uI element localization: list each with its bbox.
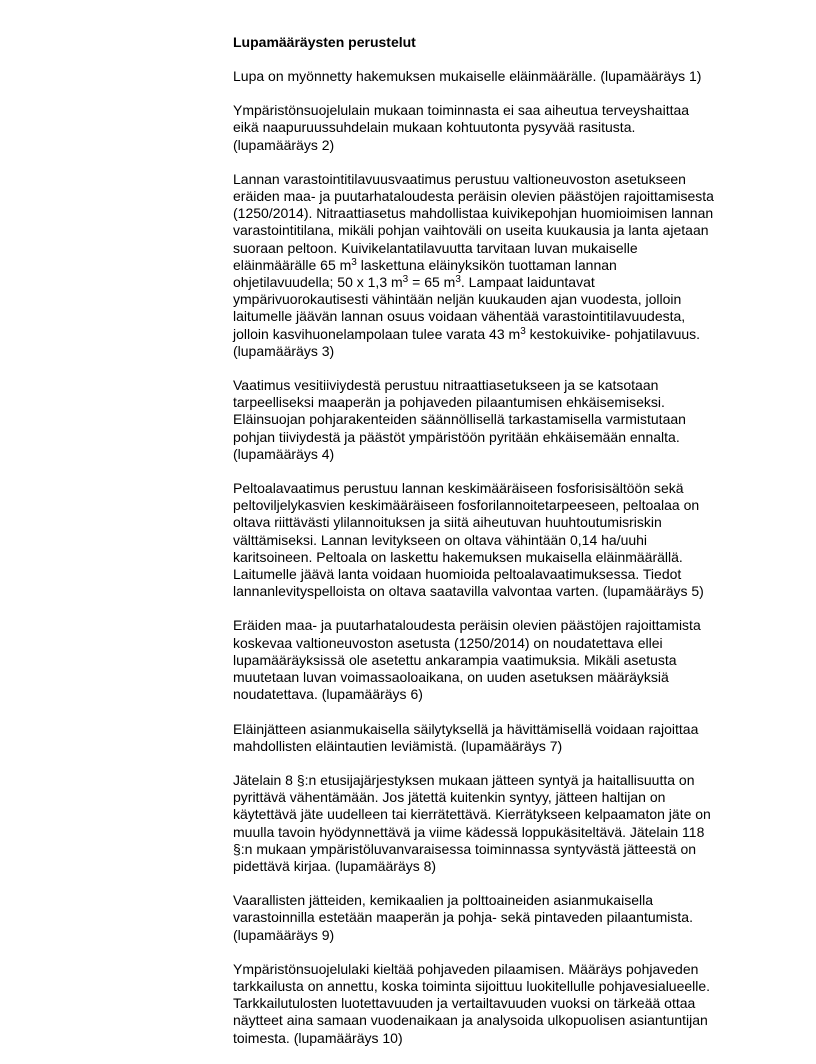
- text-line: (lupamääräys 9): [233, 926, 335, 943]
- superscript: 3: [455, 274, 461, 286]
- text-line: näytteet aina samaan vuodenaikaan ja analysoida ulkopuolisen asiantuntijan: [233, 1012, 708, 1029]
- text-line: Lupa on myönnetty hakemuksen mukaiselle eläinmäärälle. (lupamääräys 1): [233, 68, 702, 84]
- text-line: tarkkailusta on annettu, koska toiminta sijoittuu luokitellulle pohjavesialueelle.: [233, 977, 711, 994]
- text-line: eläinmäärälle 65 $m^3$ laskettuna eläinyksikön tuottaman lannan: [233, 256, 617, 273]
- paragraph-5: [233, 480, 793, 600]
- superscript: 3: [520, 325, 526, 337]
- paragraph-7: [233, 721, 793, 755]
- text-line: tarpeelliseksi maaperän ja pohjaveden pilaantumisen ehkäisemiseksi.: [233, 394, 665, 411]
- text-line: Eräiden maa- ja puutarhataloudesta peräisin olevien päästöjen rajoittamista: [233, 617, 701, 634]
- text-line: karitsoineen. Peltoala on laskettu hakemuksen mukaisella eläinmäärällä.: [233, 548, 683, 565]
- text-line: muutetaan luvan voimassaoloaikana, on uuden asetuksen määräyksiä: [233, 669, 669, 686]
- document-page: [233, 34, 793, 1064]
- text-line: eräiden maa- ja puutarhataloudesta peräisin olevien päästöjen rajoittamisesta: [233, 188, 714, 205]
- text-line: (lupamääräys 4): [233, 445, 335, 462]
- text-line: suoraan peltoon. Kuivikelantatilavuutta tarvitaan luvan mukaiselle: [233, 239, 638, 256]
- text-line: §:n mukaan ympäristöluvanvaraisessa toiminnassa syntyvästä jätteestä on: [233, 840, 697, 857]
- text-line: noudatettava. (lupamääräys 6): [233, 686, 423, 703]
- text-line: Peltoalavaatimus perustuu lannan keskimääräiseen fosforisisältöön sekä: [233, 480, 684, 497]
- text-line: (lupamääräys 3): [233, 342, 335, 359]
- text-line: käytettävä jäte uudelleen tai kierrätettävä. Kierrätykseen kelpaamaton jäte on: [233, 806, 711, 823]
- text-line: mahdollisten eläintautien leviämistä. (lupamääräys 7): [233, 737, 563, 754]
- text-line: Vaarallisten jätteiden, kemikaalien ja polttoaineiden asianmukaisella: [233, 892, 653, 909]
- paragraph-4: [233, 377, 793, 463]
- text-line: laitumelle jäävän lannan osuus voidaan vähentää varastointitilavuudesta,: [233, 308, 686, 325]
- paragraph-1: [233, 68, 793, 85]
- text-line: pyrittävä vähentämään. Jos jätettä kuitenkin syntyy, jätteen haltijan on: [233, 789, 666, 806]
- paragraph-6: [233, 617, 793, 703]
- paragraph-8: [233, 772, 793, 875]
- text-line: Ympäristönsuojelulaki kieltää pohjaveden pilaamisen. Määräys pohjaveden: [233, 960, 699, 977]
- superscript: 3: [402, 274, 409, 286]
- text-line: pidettävä kirjaa. (lupamääräys 8): [233, 857, 437, 874]
- text-line: välttämiseksi. Lannan levitykseen on oltava vähintään 0,14 ha/uuhi: [233, 531, 648, 548]
- text-line: oltava riittävästi ylilannoituksen ja siitä aiheutuvan huuhtoutumisriskin: [233, 514, 662, 531]
- text-line: Vaatimus vesitiiviydestä perustuu nitraattiasetukseen ja se katsotaan: [233, 377, 659, 394]
- text-line: eikä naapuruussuhdelain mukaan kohtuutonta pysyvää rasitusta.: [233, 119, 636, 136]
- text-line: muulla tavoin hyödynnettävä ja viime kädessä loppukäsiteltävä. Jätelain 118: [233, 823, 705, 840]
- superscript: 3: [351, 256, 357, 268]
- text-line: pohjan tiiviydestä ja päästöt ympäristöön pyritään ehkäisemään ennalta.: [233, 428, 680, 445]
- paragraph-10: [233, 961, 793, 1047]
- text-line: lannanlevityspelloista on oltava saatavilla valvontaa varten. (lupamääräys 5): [233, 583, 704, 600]
- text-line: jolloin kasvihuonelampolaan tulee varata 43 $m^3$ kestokuivike- pohjatilavuus.: [233, 325, 701, 342]
- text-line: Eläinsuojan pohjarakenteiden säännöllisellä tarkastamisella varmistutaan: [233, 411, 686, 428]
- text-line: ympärivuorokautisesti vähintään neljän kuukauden ajan vuodesta, jolloin: [233, 291, 682, 308]
- text-line: varastointitilana, mikäli pohjan vaihtoväli on useita kuukausia ja lanta ajetaan: [233, 222, 709, 239]
- text-line: ohjetilavuudella; 50 x 1,3 $m^3 = 65$ $m^3$. Lampaat laiduntavat: [233, 274, 595, 291]
- text-line: (1250/2014). Nitraattiasetus mahdollistaa kuivikepohjan huomioimisen lannan: [233, 205, 714, 222]
- paragraph-9: [233, 892, 793, 944]
- text-line: Tarkkailutulosten luotettavuuden ja vertailtavuuden vuoksi on tärkeää ottaa: [233, 995, 696, 1012]
- paragraph-3: [233, 171, 793, 360]
- text-line: peltoviljelykasvien keskimääräiseen fosforilannoitetarpeeseen, peltoalaa on: [233, 497, 700, 514]
- text-line: Lannan varastointitilavuusvaatimus perustuu valtioneuvoston asetukseen: [233, 170, 686, 187]
- text-line: Laitumelle jäävä lanta voidaan huomioida peltoalavaatimuksessa. Tiedot: [233, 566, 682, 583]
- text-line: varastoinnilla estetään maaperän ja pohja- sekä pintaveden pilaantumista.: [233, 909, 693, 926]
- text-line: Ympäristönsuojelulain mukaan toiminnasta ei saa aiheutua terveyshaittaa: [233, 102, 690, 119]
- paragraph-2: [233, 102, 793, 154]
- text-line: Eläinjätteen asianmukaisella säilytyksellä ja hävittämisellä voidaan rajoittaa: [233, 720, 699, 737]
- text-line: toimesta. (lupamääräys 10): [233, 1029, 403, 1046]
- text-line: Jätelain 8 §:n etusijajärjestyksen mukaan jätteen syntyä ja haitallisuutta on: [233, 771, 695, 788]
- text-line: (lupamääräys 2): [233, 136, 335, 153]
- text-line: koskevaa valtioneuvoston asetusta (1250/2014) on noudatettava ellei: [233, 634, 663, 651]
- section-heading: Lupamääräysten perustelut: [233, 34, 416, 50]
- paragraph-list: [233, 68, 793, 1047]
- text-line: lupamääräyksissä ole asetettu ankarampia vaatimuksia. Mikäli asetusta: [233, 651, 677, 668]
